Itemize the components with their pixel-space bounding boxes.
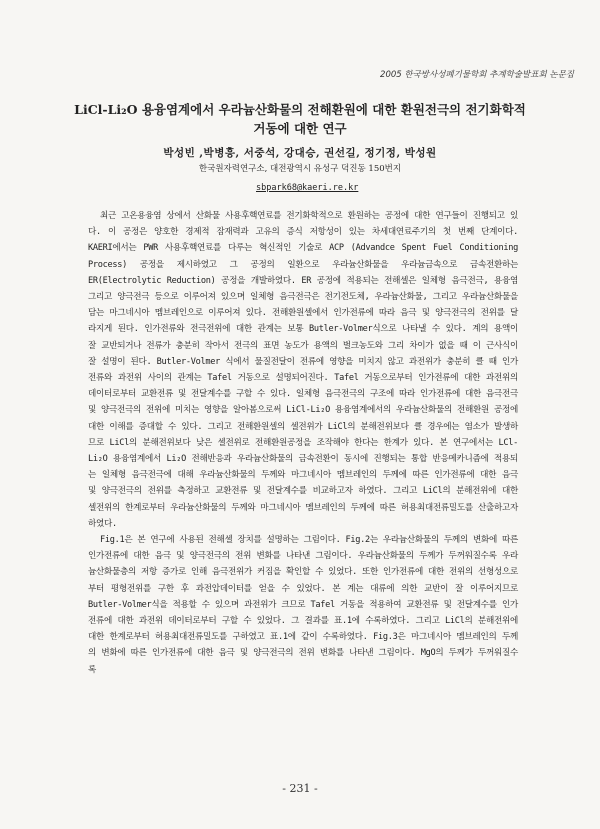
paper-title [0,100,600,138]
conference-header: 2005 한국방사성폐기물학회 추계학술발표회 논문집 [380,70,574,80]
title-block [0,100,600,138]
page-number: - 231 - [282,782,318,795]
authors: 박성빈 ,박병흥, 서중석, 강대승, 권선길, 정기정, 박성원 [163,147,437,159]
paragraph-1: 최근 고온용융염 상에서 산화물 사용후핵연료를 전기화학적으로 환원하는 공정에 대한 연구들이 진행되고 있다. 이 공정은 양호한 경제적 잠재력과 고유의 증식 저항성이 있는 차세대연료주기의 첫 번째 단계이다. KAERI에서는 PWR 사용후핵연료를 다루는 혁신적인 기술로 ACP (Advandce Spent Fuel Conditioning Process) 공정을 제시하였고 그 공정의 일환으로 우라늄산화물을 우라늄금속으로 금속전환하는 ER(Electrolytic Reduction) 공정을 개발하였다. ER 공정에 적용되는 전해셀은 일체형 음극전극, 용융염 그리고 양극전극 등으로 이루어져 있으며 일체형 음극전극은 전기전도체, 우라늄산화물, 그리고 우라늄산화물을 담는 마그네시아 멤브레인으로 이루어져 있다. 전해환원셀에서 인가전류에 따라 음극 및 양극전극의 전위를 달라지게 된다. 인가전류와 전극전위에 대한 관계는 보통 Butler-Volmer식으로 나타낼 수 있다. 계의 용액이 잘 교반되거나 전류가 충분히 작아서 전극의 표면 농도가 용액의 벌크농도와 그리 차이가 없을 때 이 근사식이 잘 설명이 된다. Butler-Volmer 식에서 물질전달이 전류에 영향을 미치지 않고 과전위가 충분히 클 때 인가전류와 과전위 사이의 관계는 Tafel 거동으로 설명되어진다. Tafel 거동으로부터 인가전류에 대한 과전위의 데이터로부터 교환전류 및 전달계수를 구할 수 있다. 일체형 음극전극의 구조에 따라 인가전류에 대한 음극전극 및 양극전극의 전위에 미치는 영향을 알아봄으로써 LiCl-Li₂O 용융염계에서의 우라늄산화물의 전해환원 공정에 대한 이해를 증대할 수 있다. 그리고 전해환원셀의 셀전위가 LiCl의 분해전위보다 클 경우에는 염소가 발생하므로 LiCl의 분해전위보다 낮은 셀전위로 전해환원공정을 조작해야 한다는 한계가 있다. 본 연구에서는 LCl-Li₂O 용융염계에서 Li₂O 전해반응과 우라늄산화물의 금속전환이 동시에 진행되는 통합 반응메카니즘에 적용되는 일체형 음극전극에 대해 우라늄산화물의 두께와 마그네시아 멤브레인의 두께에 따른 인가전류에 대한 음극 및 양극전극의 전위를 측정하고 교환전류 및 전달계수를 비교하고자 하였다. 그리고 LiCl의 분해전위에 대한 셀전위의 한계로부터 우라늄산화물의 두께와 마그네시아 멤브레인의 두께에 따른 허용최대전류밀도를 산출하고자 하였다. [88,211,518,529]
affiliation: 한국원자력연구소, 대전광역시 유성구 덕진동 150번지 [198,164,402,174]
email-link[interactable]: sbpark68@kaeri.re.kr [256,183,359,193]
paper-title-line1: LiCl-Li₂O 용융염계에서 우라늄산화물의 전해환원에 대한 환원전극의 전기화학적 [74,102,526,117]
paper-title-line2: 거동에 대한 연구 [253,121,347,136]
body-text [88,208,518,678]
paragraph-2: Fig.1은 본 연구에 사용된 전해셀 장치를 설명하는 그림이다. Fig.2는 우라늄산화물의 두께의 변화에 따른 인가전류에 대한 음극 및 양극전극의 전위 변화를 나타낸 그림이다. 우라늄산화물의 두께가 두꺼워질수록 우라늄산화물층의 저항 증가로 인해 음극전위가 커짐을 확인할 수 있었다. 또한 인가전류에 대한 전위의 선형성으로부터 평형전위를 구한 후 과전압데이터를 얻을 수 있었다. 본 계는 대류에 의한 교반이 잘 이루어지므로 Butler-Volmer식을 적용할 수 있으며 과전위가 크므로 Tafel 거동을 적용하여 교환전류 및 전달계수를 인가전류에 대한 과전위 데이터로부터 구할 수 있었다. 그 결과를 표.1에 수록하였다. 그리고 LiCl의 분해전위에 대한 한계로부터 허용최대전류밀도를 구하였고 표.1에 같이 수록하였다. Fig.3은 마그네시아 멤브레인의 두께의 변화에 따른 인가전류에 대한 음극 및 양극전극의 전위 변화를 나타낸 그림이다. MgO의 두께가 두꺼워질수록 [88,535,518,675]
